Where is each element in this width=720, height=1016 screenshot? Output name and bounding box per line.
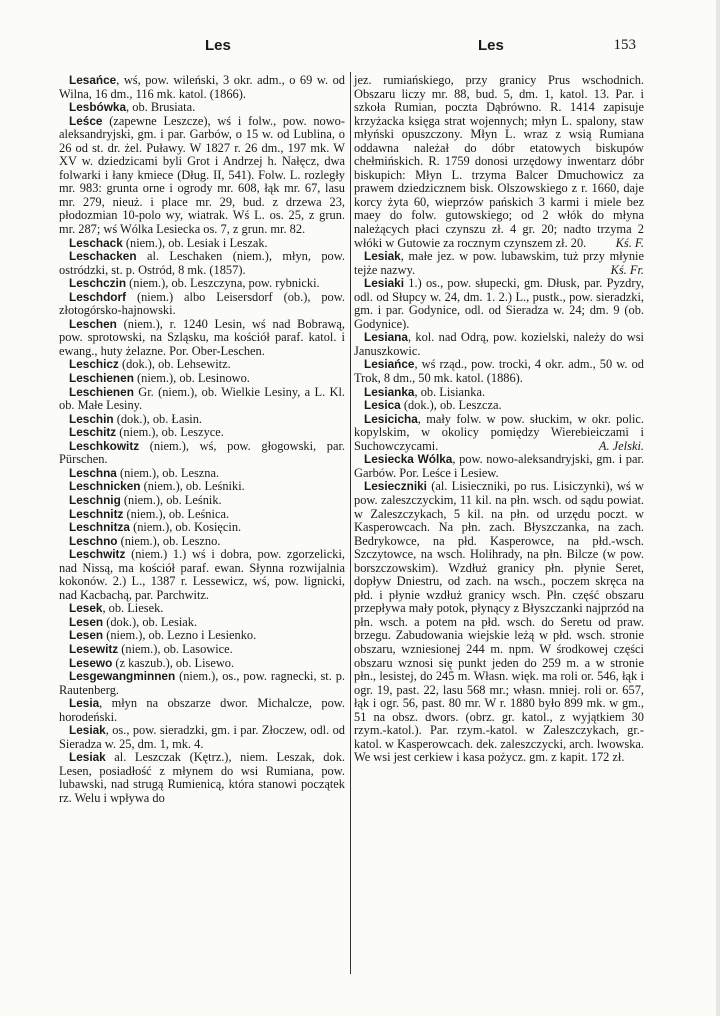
entry-headword: Lesiak [364, 249, 401, 264]
dictionary-entry [59, 548, 345, 602]
page-header [0, 37, 720, 57]
right-column [354, 74, 644, 765]
entry-text: al. Leschaken (niem.), młyn, pow. ostródzki, st. p. Ostród, 8 mk. (1857). [59, 249, 345, 277]
right-running-head: Les [478, 37, 504, 54]
entry-text: , os., pow. sieradzki, gm. i par. Złoczew, odl. od Sieradza w. 25, dm. 1, mk. 4. [59, 723, 345, 751]
dictionary-entry [59, 101, 345, 115]
entry-headword: Lesen [69, 628, 104, 643]
entry-text: (dok.), ob. Leszcza. [400, 398, 502, 413]
entry-headword: Lesieczniki [364, 479, 427, 494]
dictionary-entry [59, 751, 345, 805]
dictionary-entry [354, 413, 644, 454]
entry-text: (niem.), ob. Leszyce. [116, 425, 224, 440]
entry-headword: Lesiana [364, 330, 408, 345]
entry-text: , ob. Brusiata. [126, 100, 196, 115]
dictionary-entry [354, 480, 644, 764]
entry-text: (niem.), ob. Kosięcin. [129, 520, 242, 535]
entry-text: (al. Lisiecznikі, po rus. Lisiczynki), wś w pow. zaleszczyckim, 11 kil. na płn. wsch. od sądu powiat. w Zaleszczykach, 5 kil. na płn. od urzędu poczt. w Kasperowcach. Na płn. zach. Błyszczanka, na zach. Bedrykowce, na płd. Kasperowce, na płd.-wsch. Szczytowce, na wsch. Holihrady, na płn. Bilcze (w pow. borszczowskim). Wzdłuż granicy płn. płynie Seret, dopływ Dniestru, od zach. na wsch., poczem skręca na płd. i płynie wzdłuż granicy wsch. Płn. część obszaru przepływa mały potok, płynący z Błyszczanki najprzód na płn. wsch. a potem na płd. wsch. do Seretu od praw. brzegu. Zabudowania wiejskie leżą w płd. wsch. stronie obszaru, wzniesionej 244 m. npm. W środkowej części obszaru wznosi się punkt jeden do 259 m. a w stronie płn., lesistej, do 245 m. Własn. więk. ma roli or. 546, łąk i ogr. 19, past. 22, lasu 568 mr.; własn. mniej. roli or. 657, łąk i ogr. 56, past. 80 mr. W r. 1880 było 899 mk. w gm., 51 na obsz. dwors. (obrz. gr. katol., z wyjątkiem 30 rzym.-katol.). Par. rzym.-katol. w Zaleszczykach, gr.-katol. w Kasperowcach. dek. zaleszczycki, arch. lwowska. We wsi jest cerkiew i kasa pożycz. gm. z kapit. 172 zł. [354, 479, 644, 765]
dictionary-entry [59, 386, 345, 413]
page-number: 153 [613, 37, 636, 53]
dictionary-entry [354, 358, 644, 385]
dictionary-entry [59, 697, 345, 724]
entry-text: , ob. Liesek. [102, 601, 164, 616]
dictionary-entry [59, 724, 345, 751]
entry-text: (niem.), ob. Leśnik. [120, 492, 222, 507]
entry-headword: Lesańce [69, 73, 117, 87]
dictionary-entry [59, 521, 345, 535]
dictionary-entry [59, 480, 345, 494]
entry-headword: Leschack [69, 235, 123, 250]
entry-text: al. Leszczak (Kętrz.), niem. Leszak, dok. Lesen, posiadłość z młynem do wsi Rumiana, pow. lubawski, nad strugą Rumienicą, która stanowi początek rz. Welu i wpływa do [59, 750, 345, 805]
dictionary-entry [354, 250, 644, 277]
dictionary-entry [59, 670, 345, 697]
dictionary-entry [59, 413, 345, 427]
entry-headword: Leschienen [69, 384, 134, 399]
entry-text: , młyn na obszarze dwor. Michalcze, pow. horodeński. [59, 696, 345, 724]
entry-text: (niem.) albo Leisersdorf (ob.), pow. złotogórsko-hajnowski. [59, 289, 345, 318]
entry-text: jez. rumiańskiego, przy granicy Prus wschodnich. Obszaru liczy mr. 88, bud. 5, dm. 1, katol. 13. Par. i szkoła Rumian, poczta Dąbrówno. R. 1414 zapisuje krzyżacka księga strat wojennych; młyn L. spalony, staw młyński opuszczony. Młyn L. wraz z wsią Rumiana oddawna należał do dóbr etatowych biskupów chełmińskich. R. 1759 donosi urzędowy inwentarz dóbr biskupich: Młyn L. trzyma Balcer Dmuchowicz za prawem dziedzicznem bisk. Olszowskiego z r. 1660, daje korcy żyta 60, wieprzów pańskich 3 karmi i miele bez maey do folw. gutowskiego; od 2 włók do młyna należących płaci czynszu zł. 4 gr. 20; nadto trzyma 2 włóki w Gutowie za rocznym czynszem zł. 20. [354, 73, 644, 250]
dictionary-entry [59, 467, 345, 481]
entry-text: (niem.), ob. Lezno i Lesienko. [103, 628, 257, 643]
entry-headword: Leschna [69, 465, 117, 480]
entry-text: (niem.), ob. Leszczyna, pow. rybnicki. [126, 276, 320, 291]
entry-text: (niem.), ob. Leszna. [116, 465, 220, 480]
entry-headword: Leśce [69, 113, 103, 128]
dictionary-entry [59, 602, 345, 616]
dictionary-entry [59, 74, 345, 101]
entry-text: (dok.), ob. Lehsewitz. [118, 357, 231, 372]
entry-headword: Lesiak [69, 750, 106, 765]
entry-text: (niem.), ob. Lasowice. [118, 641, 233, 656]
entry-text: , mały folw. w pow. słuckim, w okr. polic. kopylskim, w okolicy pomiędzy Wierebieiczami i Suchowczycami. [354, 411, 644, 453]
entry-text: (niem.), ob. Lesinowo. [133, 371, 250, 386]
entry-headword: Lesgewangminnen [69, 669, 176, 684]
entry-text: (niem.), ob. Leśniki. [140, 479, 245, 494]
entry-text: , wś, pow. wileński, 3 okr. adm., o 69 w. od Wilna, 16 dm., 116 mk. katol. (1866). [59, 73, 345, 101]
entry-text: , kol. nad Odrą, pow. kozielski, należy do wsi Januszkowic. [354, 330, 644, 358]
column-divider [350, 72, 351, 974]
entry-text: (dok.), ob. Lesiak. [103, 614, 198, 629]
entry-headword: Leschno [69, 533, 118, 548]
entry-text: 1.) os., pow. słupecki, gm. Dłusk, par. Pyzdry, odl. od Słupcy w. 24, dm. 1. 2.) L., pustk., pow. sieradzki, gm. i par. Godynice, odl. od Sieradza w. 24; dm. 9 (ob. Godynice). [354, 276, 644, 331]
dictionary-entry [59, 115, 345, 237]
entry-text: (niem.), ob. Leszno. [117, 533, 221, 548]
entry-headword: Leschienen [69, 371, 134, 386]
entry-headword: Lesewo [69, 655, 113, 670]
dictionary-entry [59, 657, 345, 671]
dictionary-entry [354, 74, 644, 250]
dictionary-entry [59, 494, 345, 508]
entry-text: (niem.), ob. Lesiak i Leszak. [122, 235, 268, 250]
entry-headword: Lesia [69, 696, 100, 711]
dictionary-entry [59, 535, 345, 549]
entry-headword: Leschdorf [69, 289, 127, 304]
entry-text: (niem.), wś, pow. głogowski, par. Pürschen. [59, 438, 345, 467]
entry-text: (niem.), ob. Leśnica. [123, 506, 230, 521]
dictionary-entry [59, 237, 345, 251]
entry-text: (niem.) 1.) wś i dobra, pow. zgorzelicki, nad Nissą, ma kościół paraf. ewan. Słynna rozwijalnia kokonów. 2.) L., 1387 r. Lessewicz, wś, pow. lignicki, nad Kacbachą, par. Parchwitz. [59, 547, 345, 602]
entry-headword: Lesiak [69, 723, 106, 738]
entry-text: , wś rząd., pow. trocki, 4 okr. adm., 50 w. od Trok, 8 dm., 50 mk. katol. (1886). [354, 357, 644, 386]
dictionary-entry [354, 399, 644, 413]
entry-headword: Leschczin [69, 276, 127, 291]
entry-headword: Leschen [69, 316, 117, 331]
dictionary-entry [59, 629, 345, 643]
entry-signature: A. Jelski. [598, 438, 644, 453]
entry-text: , ob. Lisianka. [414, 384, 486, 399]
left-running-head: Les [205, 37, 231, 54]
entry-text: , małe jez. w pow. lubawskim, tuż przy młynie tejże nazwy. [354, 249, 644, 277]
entry-text: , pow. nowo-aleksandryjski, gm. i par. Garbów. Por. Leśce i Lesiew. [354, 452, 645, 480]
entry-headword: Leschnitza [69, 520, 130, 535]
entry-headword: Lesiańce [364, 357, 415, 372]
dictionary-entry [59, 643, 345, 657]
dictionary-entry [59, 277, 345, 291]
dictionary-entry [59, 440, 345, 467]
entry-headword: Lesek [69, 601, 103, 616]
dictionary-entry [59, 358, 345, 372]
entry-headword: Lesiaki [364, 276, 405, 291]
entry-headword: Leschin [69, 411, 114, 426]
entry-headword: Lesen [69, 614, 104, 629]
entry-headword: Leschnicken [69, 479, 141, 494]
left-column [59, 74, 345, 806]
entry-headword: Lesicicha [364, 411, 418, 426]
dictionary-entry [59, 318, 345, 359]
dictionary-entry [59, 616, 345, 630]
entry-headword: Leschnitz [69, 506, 124, 521]
entry-headword: Leschicz [69, 357, 119, 372]
entry-headword: Leschwitz [69, 547, 126, 562]
entry-headword: Lesewitz [69, 641, 119, 656]
entry-headword: Leschacken [69, 249, 137, 264]
dictionary-entry [354, 277, 644, 331]
dictionary-entry [59, 508, 345, 522]
entry-text: (zapewne Leszcze), wś i folw., pow. nowo-aleksandryjski, gm. i par. Garbów, o 15 w. od Lublina, o 26 od st. dr. żel. Puławy. W 1827 r. 26 dm., 197 mk. W XV w. dziedzicami byli Grot i Andrzej h. Nałęcz, dwa folwarki i łany kmiece (Dług. II, 541). Folw. L. rozległy mr. 983: grunta orne i ogrody mr. 608, łąk mr. 67, lasu mr. 279, nieuż. i place mr. 29, bud. z drzewa 23, płodozmian 10-polo wy, wiatrak. Wś L. os. 25, z grun. mr. 287; wś Wólka Lesiecka os. 7, z grun. mr. 82. [59, 113, 345, 237]
entry-headword: Lesiecka Wólka [364, 452, 453, 467]
page-edge [716, 0, 720, 1016]
dictionary-entry [59, 372, 345, 386]
entry-headword: Leschnig [69, 492, 121, 507]
entry-headword: Lesbówka [69, 100, 127, 115]
entry-text: Gr. (niem.), ob. Wielkie Lesiny, a L. Kl. ob. Małe Lesiny. [59, 384, 345, 413]
entry-signature: Kś. Fr. [610, 262, 644, 277]
dictionary-entry [59, 426, 345, 440]
entry-headword: Leschitz [69, 425, 117, 440]
entry-headword: Leschkowitz [69, 438, 140, 453]
dictionary-entry [59, 250, 345, 277]
entry-signature: Kś. F. [615, 235, 644, 250]
dictionary-entry [354, 331, 644, 358]
entry-headword: Lesica [364, 398, 401, 413]
entry-text: (niem.), r. 1240 Lesin, wś nad Bobrawą, pow. sprotowski, na Szląsku, ma kościół paraf. katol. i ewang., huty żelazne. Por. Ober-Leschen. [59, 316, 345, 358]
entry-text: (niem.), os., pow. ragnecki, st. p. Rautenberg. [59, 669, 345, 697]
dictionary-entry [354, 386, 644, 400]
dictionary-entry [354, 453, 644, 480]
dictionary-entry [59, 291, 345, 318]
entry-text: (z kaszub.), ob. Lisewo. [112, 655, 235, 670]
entry-headword: Lesianka [364, 384, 415, 399]
entry-text: (dok.), ob. Łasin. [113, 411, 203, 426]
